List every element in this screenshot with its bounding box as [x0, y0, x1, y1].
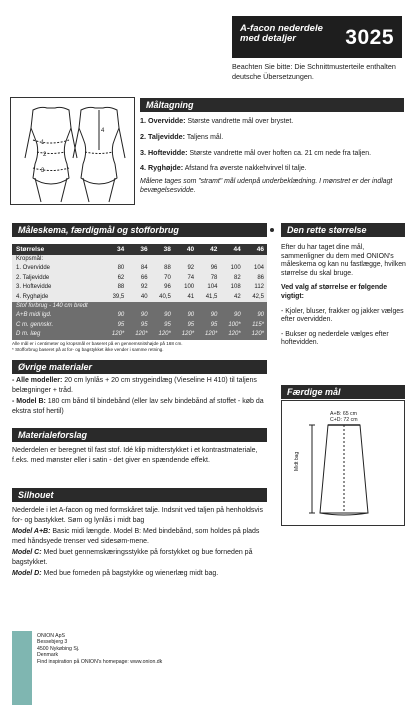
size-guide-paragraph: - Kjoler, bluser, frakker og jakker vælges efter overvidden. — [281, 307, 404, 324]
table-cell: 90 — [220, 311, 243, 320]
table-cell: 120* — [104, 330, 127, 339]
svg-text:2: 2 — [43, 152, 47, 158]
section-heading-faerdige-maal — [281, 385, 405, 399]
table-header-cell: 42 — [197, 244, 220, 255]
finished-measure-cd: C+D: 72 cm — [330, 417, 358, 423]
table-header-cell: 34 — [104, 244, 127, 255]
table-cell: 90 — [151, 311, 174, 320]
table-header-cell: 40 — [174, 244, 197, 255]
measure-label: 3. Hoftevidde: — [140, 147, 188, 157]
table-cell: 120* — [220, 330, 243, 339]
table-row — [12, 283, 267, 292]
table-cell: 104 — [244, 264, 267, 273]
oevrige-label: - Model B: — [12, 398, 46, 405]
footer-line: Bessebjerg 3 — [37, 639, 68, 646]
table-cell: 92 — [127, 283, 150, 292]
table-cell: 66 — [127, 274, 150, 283]
body-measure-illustration — [10, 97, 135, 205]
footer-homepage: Find inspiration på ONION's homepage: www.onion.dk — [37, 658, 163, 665]
measure-label: 1. Overvidde: — [140, 116, 186, 125]
table-cell: 95 — [151, 321, 174, 330]
table-cell: 120* — [197, 330, 220, 339]
table-cell: 120* — [244, 330, 267, 339]
table-cell: 120* — [127, 330, 150, 339]
pattern-number: 3025 — [345, 26, 394, 49]
table-note: * Stofforbrug baseret på at for- og bagstykket ikke vender i samme retning. — [12, 347, 164, 352]
silhouet-model — [12, 548, 267, 568]
table-header-cell: 44 — [220, 244, 243, 255]
table-cell: 2. Taljevidde — [12, 274, 104, 283]
measure-item — [140, 149, 405, 159]
table-header-cell: Størrelse — [12, 244, 104, 255]
table-cell: 88 — [151, 264, 174, 273]
table-cell: 86 — [244, 274, 267, 283]
table-cell: 120* — [174, 330, 197, 339]
pattern-title: A-facon nederdele med detaljer — [240, 23, 323, 44]
table-row — [12, 255, 267, 264]
table-cell: 41,5 — [197, 293, 220, 302]
table-cell: 95 — [104, 321, 127, 330]
table-cell: 95 — [174, 321, 197, 330]
footer-line: ONION ApS — [37, 633, 65, 639]
table-cell: A+B midi lgd. — [12, 311, 104, 320]
table-cell: 100* — [220, 321, 243, 330]
model-text: Basic midi længde. Model B: Med bindebånd, som holdes på plads med håndsyede trenser ved sidesøm-mene. — [12, 528, 260, 545]
table-cell: 112 — [244, 283, 267, 292]
table-cell: 115* — [244, 321, 267, 330]
section-heading-silhouet — [12, 488, 267, 502]
table-cell: 62 — [104, 274, 127, 283]
table-cell: 40,5 — [151, 293, 174, 302]
model-text: Med buet gennemskæringsstykke på forstykket og bue forneden på bagstykket. — [12, 549, 253, 566]
size-guide-paragraph: - Bukser og nederdele vælges efter hoftevidden. — [281, 330, 389, 347]
table-cell: 90 — [127, 311, 150, 320]
table-cell: 104 — [197, 283, 220, 292]
table-header-cell: 38 — [151, 244, 174, 255]
measurement-instructions — [140, 117, 405, 202]
footer-line: 4500 Nykøbing Sj. — [37, 645, 80, 652]
model-label: Model A+B: — [12, 528, 51, 535]
size-guide-text — [281, 244, 406, 354]
table-row — [12, 321, 267, 330]
measure-text: Afstand fra øverste nakkehvirvel til talje. — [184, 165, 307, 173]
table-row — [12, 330, 267, 339]
svg-text:1: 1 — [41, 140, 45, 146]
table-cell: 42 — [220, 293, 243, 302]
table-cell: 90 — [197, 311, 220, 320]
measure-label: 2. Taljevidde: — [140, 131, 186, 141]
size-table — [12, 244, 267, 340]
footer-line: Denmark — [37, 652, 59, 659]
measure-item — [140, 133, 405, 143]
section-heading-text: Måleskema, færdigmål og stofforbrug — [18, 225, 179, 235]
silhouet-text — [12, 506, 267, 580]
model-label: Model C: — [12, 549, 42, 556]
footer-color-bar — [12, 631, 32, 705]
table-cell: 70 — [151, 274, 174, 283]
table-cell: 1. Overvidde — [12, 264, 104, 273]
measure-label: 4. Ryghøjde: — [140, 163, 184, 173]
table-cell: 90 — [104, 311, 127, 320]
section-heading-text: Den rette størrelse — [287, 225, 367, 235]
model-text: Med bue forneden på bagstykke og wienerlæg midt bag. — [41, 570, 219, 577]
section-heading-text: Færdige mål — [287, 387, 341, 397]
table-cell: D m. læg — [12, 330, 104, 339]
finished-measure-labels — [330, 411, 358, 423]
footer-address — [37, 633, 162, 665]
bullet-dot — [270, 228, 274, 232]
table-cell: 41 — [174, 293, 197, 302]
svg-text:4: 4 — [101, 128, 105, 134]
table-row — [12, 293, 267, 302]
section-heading-maaltagning — [140, 98, 404, 112]
table-cell: 96 — [151, 283, 174, 292]
table-cell: 100 — [174, 283, 197, 292]
table-cell: 88 — [104, 283, 127, 292]
measure-text: Største vandrette mål over hoften ca. 21 cm nede fra taljen. — [189, 149, 371, 157]
table-row — [12, 311, 267, 320]
section-heading-text: Øvrige materialer — [18, 362, 93, 372]
table-cell: 78 — [197, 274, 220, 283]
table-header-cell: 46 — [244, 244, 267, 255]
table-cell: 108 — [220, 283, 243, 292]
finished-measurements-box — [281, 400, 405, 526]
table-cell: 80 — [104, 264, 127, 273]
measure-item — [140, 117, 405, 127]
table-cell: 39,5 — [104, 293, 127, 302]
silhouet-model — [12, 569, 267, 579]
table-cell: 90 — [244, 311, 267, 320]
table-subheading: Kropsmål: — [12, 255, 267, 264]
table-subheading: Stof forbrug - 140 cm bredt — [12, 302, 267, 311]
size-guide-paragraph: Ved valg af størrelse er følgende vigtigt: — [281, 284, 388, 300]
table-cell: 40 — [127, 293, 150, 302]
section-heading-rette-stoerrelse — [281, 223, 405, 237]
table-row — [12, 264, 267, 273]
table-cell: 82 — [220, 274, 243, 283]
materialeforslag-text: Nederdelen er beregnet til fast stof. Idé klip midterstykket i et kontrastmateriale, f.eks. med mønster eller i satin - det giver en spændende effekt. — [12, 447, 258, 464]
table-cell: 90 — [174, 311, 197, 320]
section-heading-maaleskema — [12, 223, 267, 237]
table-cell: 3. Hoftevidde — [12, 283, 104, 292]
oevrige-content: 180 cm bånd til bindebånd (eller lav selv bindebånd af stoffet - køb da ekstra stof hertil) — [12, 398, 264, 415]
oevrige-line — [12, 397, 267, 417]
table-header-row — [12, 244, 267, 255]
table-cell: 95 — [197, 321, 220, 330]
pattern-header — [232, 16, 402, 58]
table-note: Alle mål er i centimeter og kropsmål er baseret på en gennemsnitshøjde på 168 cm. — [12, 341, 183, 346]
silhouet-intro: Nederdele i let A-facon og med formskåret talje. Indsnit ved taljen på henholdsvis for- og bastykket. Søm og lynlås i midt bag — [12, 507, 263, 524]
finished-measure-ab: A+B: 65 cm — [330, 411, 357, 417]
table-cell: 84 — [127, 264, 150, 273]
body-figure-icon — [11, 98, 136, 206]
section-heading-text: Silhouet — [18, 490, 54, 500]
model-label: Model D: — [12, 570, 42, 577]
measure-item — [140, 164, 405, 174]
table-cell: 95 — [127, 321, 150, 330]
table-notes — [12, 341, 272, 353]
measure-note: Målene tages som "stramt" mål udenpå underbeklædning. I mønstret er der indlagt bevægelsesvidde. — [140, 178, 393, 194]
section-heading-oevrige — [12, 360, 267, 374]
measure-text: Taljens mål. — [186, 133, 224, 141]
oevrige-label: - Alle modeller: — [12, 377, 63, 384]
table-cell: 74 — [174, 274, 197, 283]
table-cell: C m. gennskr. — [12, 321, 104, 330]
language-notice: Beachten Sie bitte: Die Schnittmusterteile enthalten deutsche Übersetzungen. — [232, 62, 396, 81]
oevrige-content: 20 cm lynlås + 20 cm strygeindlæg (Vieseline H 410) til taljens belægninger + tråd. — [12, 377, 257, 394]
table-cell: 4. Ryghøjde — [12, 293, 104, 302]
table-header-cell: 36 — [127, 244, 150, 255]
table-cell: 96 — [197, 264, 220, 273]
midt-bag-label: Midt bag — [294, 451, 300, 471]
table-cell: 42,5 — [244, 293, 267, 302]
table-cell: 92 — [174, 264, 197, 273]
oevrige-line — [12, 376, 267, 396]
section-heading-text: Materialeforslag — [18, 430, 88, 440]
oevrige-text — [12, 376, 267, 418]
measure-text: Største vandrette mål over brystet. — [187, 118, 294, 125]
section-heading-text: Måltagning — [146, 100, 194, 110]
size-guide-paragraph: Efter du har taget dine mål, sammenligner du dem med ONION's måleskema og kan nu fastlægge, hvilken størrelse du skal bruge. — [281, 244, 406, 277]
table-row — [12, 302, 267, 311]
silhouet-model — [12, 527, 267, 547]
table-cell: 120* — [151, 330, 174, 339]
table-row — [12, 274, 267, 283]
section-heading-materialeforslag — [12, 428, 267, 442]
svg-text:3: 3 — [41, 168, 45, 174]
table-cell: 100 — [220, 264, 243, 273]
